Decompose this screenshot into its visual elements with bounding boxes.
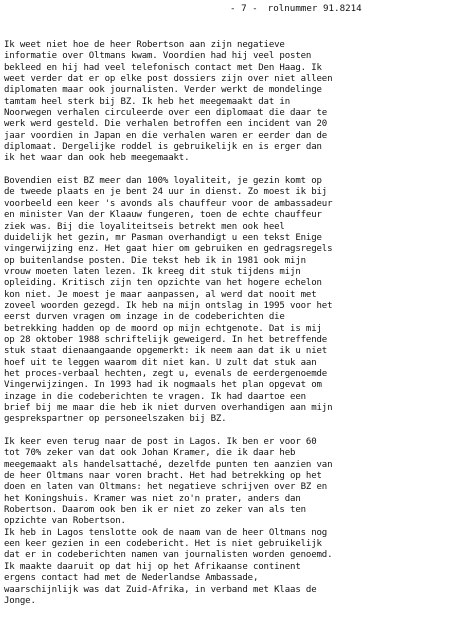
text-line: eerst durven vragen om inzage in de codeberichten die <box>4 312 285 323</box>
text-line: zoveel woorden gezegd. Ik heb na mijn ontslag in 1995 voor het <box>4 300 333 311</box>
text-line: en minister Van der Klaauw fungeren, toen de echte chauffeur <box>4 210 322 221</box>
paragraph <box>4 437 449 528</box>
text-line: tamtam heel sterk bij BZ. Ik heb het meegemaakt dat in <box>4 96 291 107</box>
text-line: opzichte van Robertson. <box>4 516 126 527</box>
text-line: Noorwegen verhalen circuleerde over een diplomaat die daar te <box>4 108 328 119</box>
text-line: gesprekspartner op personeelszaken bij BZ. <box>4 414 227 425</box>
text-line: informatie over Oltmans kwam. Voordien had hij veel posten <box>4 51 312 62</box>
page-header <box>230 3 372 14</box>
paragraph <box>4 176 449 426</box>
text-line: voorbeeld een keer 's avonds als chauffeur voor de ambassadeur <box>4 198 333 209</box>
paragraph <box>4 528 449 607</box>
text-line: kon niet. Je moest je maar aanpassen, al werd dat nooit met <box>4 289 317 300</box>
text-line: inzage in die codeberichten te vragen. Ik had daartoe een <box>4 391 306 402</box>
text-line: tot 70% zeker van dat ook Johan Kramer, die ik daar heb <box>4 448 296 459</box>
text-line: ergens contact had met de Nederlandse Ambassade, <box>4 573 259 584</box>
text-line: waarschijnlijk was dat Zuid-Afrika, in verband met Klaas de <box>4 584 317 595</box>
text-line: hoef uit te leggen waarom dit niet kan. U zult dat stuk aan <box>4 357 317 368</box>
text-line: Jonge. <box>4 595 36 606</box>
text-line: op 28 oktober 1988 schriftelijk geweigerd. In het betreffende <box>4 334 328 345</box>
page-number: - 7 - <box>230 3 258 14</box>
text-line: diplomaat. Dergelijke roddel is gebruikelijk en is erger dan <box>4 142 322 153</box>
text-line: jaar voordien in Japan en die verhalen waren er eerder dan de <box>4 130 328 141</box>
text-line: ziek was. Bij die loyaliteitseis betrekt men ook heel <box>4 221 285 232</box>
text-line: Robertson. Daarom ook ben ik er niet zo zeker van als ten <box>4 505 306 516</box>
text-line: het Koningshuis. Kramer was niet zo'n prater, anders dan <box>4 493 301 504</box>
text-line: weet verder dat er op elke post dossiers zijn over niet alleen <box>4 74 333 85</box>
text-line: Vingerwijzingen. In 1993 had ik nogmaals het plan opgevat om <box>4 380 322 391</box>
text-line: brief bij me maar die heb ik niet durven overhandigen aan mijn <box>4 403 333 413</box>
text-line: Ik keer even terug naar de post in Lagos. Ik ben er voor 60 <box>4 437 317 448</box>
text-line: meegemaakt als handelsattaché, dezelfde punten ten aanzien van <box>4 459 333 470</box>
text-line: ik het waar dan ook heb meegemaakt. <box>4 153 190 164</box>
text-line: Ik heb in Lagos tenslotte ook de naam van de heer Oltmans nog <box>4 527 328 538</box>
text-line: op buitenlandse posten. Die tekst heb ik in 1981 ook mijn <box>4 255 306 266</box>
text-line: de tweede plaats en je bent 24 uur in dienst. Zo moest ik bij <box>4 187 328 198</box>
text-line: dat er in codeberichten namen van journalisten worden genoemd. <box>4 550 333 561</box>
text-line: Ik maakte daaruit op dat hij op het Afrikaanse continent <box>4 561 301 572</box>
text-line: Ik weet niet hoe de heer Robertson aan zijn negatieve <box>4 40 285 50</box>
text-line: de heer Oltmans naar voren bracht. Het had betrekking op het <box>4 471 322 482</box>
text-line: diplomaten maar ook journalisten. Verder werkt de mondelinge <box>4 85 322 96</box>
text-line: opleiding. Kritisch zijn ten opzichte van het hogere echelon <box>4 278 322 289</box>
text-line: een keer gezien in een codebericht. Het is niet gebruikelijk <box>4 539 322 550</box>
text-line: vingerwijzing enz. Het gaat hier om gebruiken en gedragsregels <box>4 244 333 255</box>
document-body <box>4 40 449 619</box>
text-line: het proces-verbaal hechten, zegt u, evenals de eerdergenoemde <box>4 368 328 379</box>
text-line: werk werd gesteld. Die verhalen betroffen een incident van 20 <box>4 119 328 130</box>
text-line: duidelijk het gezin, mr Pasman overhandigt u een tekst Enige <box>4 232 322 243</box>
text-line: doen en laten van Oltmans: het negatieve schrijven over BZ en <box>4 482 328 493</box>
text-line: stuk staat dienaangaande opgemerkt: ik neem aan dat ik u niet <box>4 346 328 357</box>
text-line: betrekking hadden op de moord op mijn echtgenote. Dat is mij <box>4 323 322 334</box>
text-line: vrouw moeten laten lezen. Ik kreeg dit stuk tijdens mijn <box>4 266 301 277</box>
text-line: bekleed en hij had veel telefonisch contact met Den Haag. Ik <box>4 62 322 73</box>
text-line: Bovendien eist BZ meer dan 100% loyaliteit, je gezin komt op <box>4 176 322 187</box>
paragraph <box>4 40 449 165</box>
roll-number: rolnummer 91.8214 <box>267 3 362 14</box>
